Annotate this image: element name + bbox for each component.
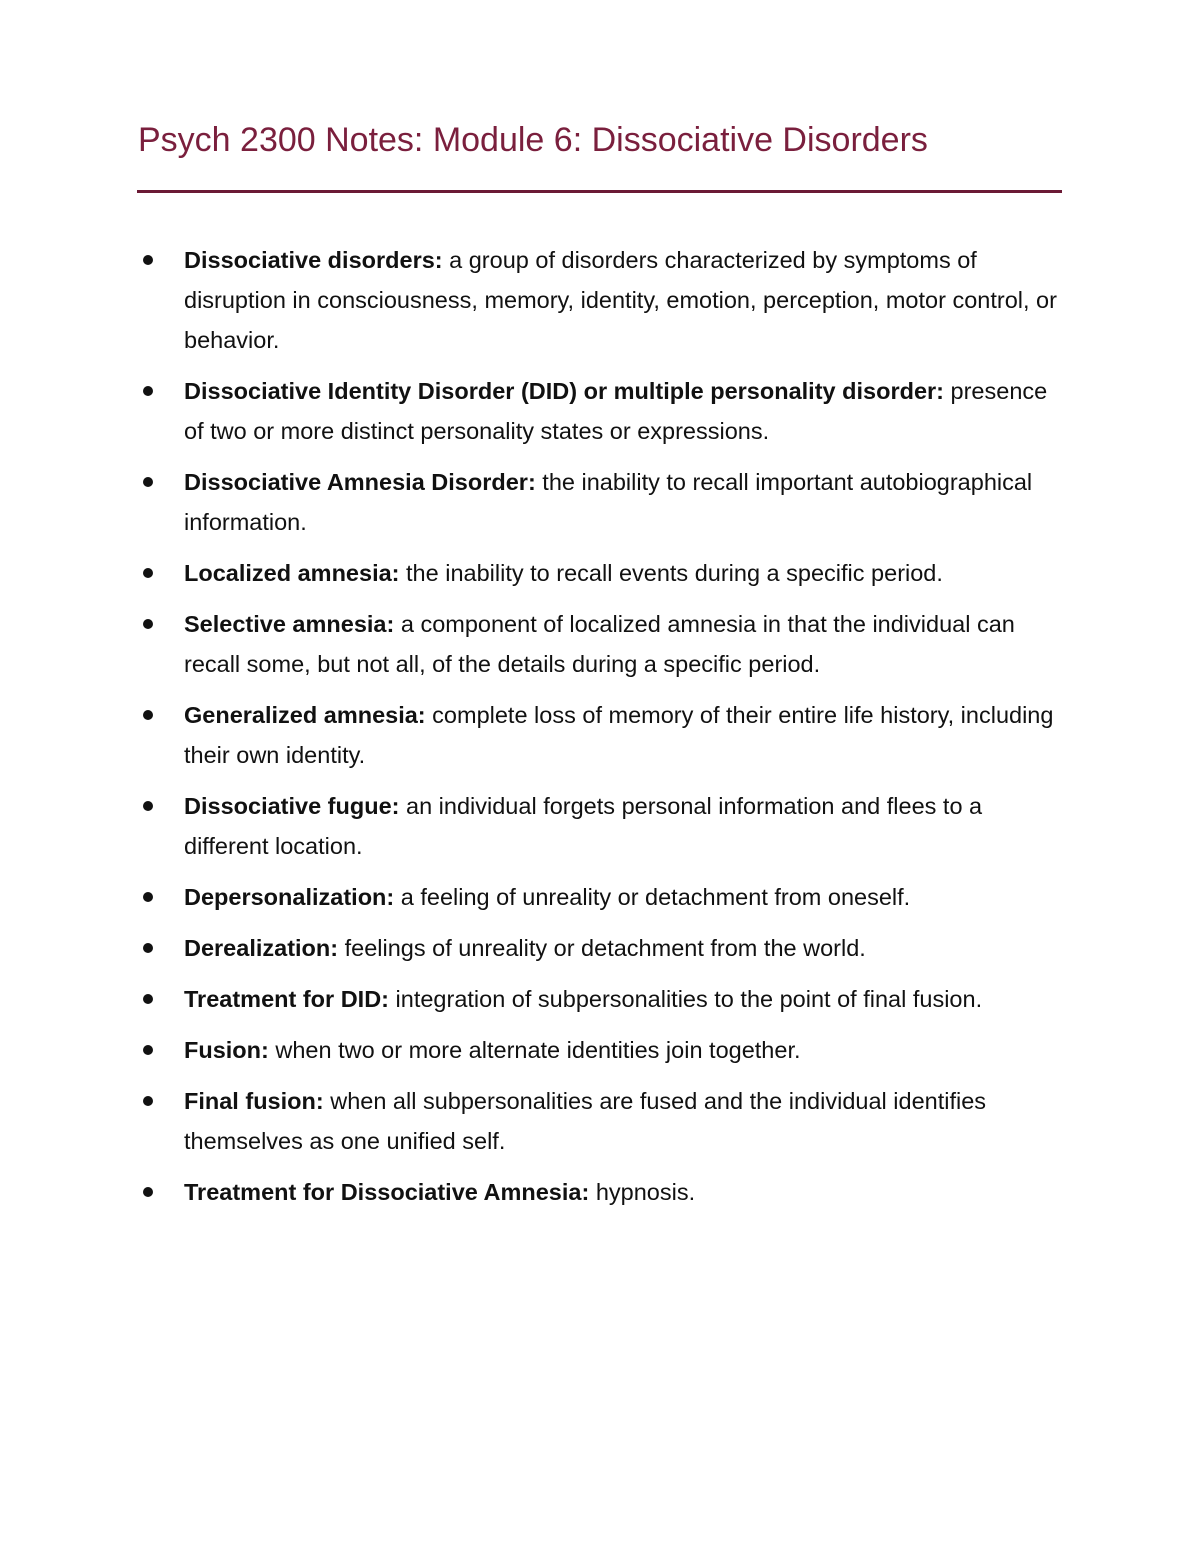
item-term: Fusion: xyxy=(184,1037,269,1063)
item-definition: complete loss of memory of their entire life history, including their own identity. xyxy=(184,702,1054,768)
item-definition: when two or more alternate identities join together. xyxy=(268,1037,801,1063)
title-divider xyxy=(137,190,1062,193)
bullet-icon xyxy=(143,255,153,265)
bullet-icon xyxy=(143,892,153,902)
list-item xyxy=(138,695,1058,775)
bullet-icon xyxy=(143,477,153,487)
notes-list xyxy=(138,240,1058,1223)
item-term: Dissociative Identity Disorder (DID) or multiple personality disorder: xyxy=(184,378,944,404)
item-term: Treatment for DID: xyxy=(184,986,389,1012)
item-definition: an individual forgets personal information and flees to a different location. xyxy=(184,793,983,859)
bullet-icon xyxy=(143,619,153,629)
item-term: Final fusion: xyxy=(184,1088,324,1114)
list-item xyxy=(138,240,1058,360)
item-term: Depersonalization: xyxy=(184,884,395,910)
bullet-icon xyxy=(143,710,153,720)
item-term: Treatment for Dissociative Amnesia: xyxy=(184,1179,590,1205)
item-term: Dissociative disorders: xyxy=(184,247,443,273)
bullet-icon xyxy=(143,994,153,1004)
list-item xyxy=(138,1172,1058,1212)
item-definition: feelings of unreality or detachment from the world. xyxy=(338,935,866,961)
item-term: Localized amnesia: xyxy=(184,560,400,586)
list-item xyxy=(138,553,1058,593)
item-definition: the inability to recall important autobiographical information. xyxy=(184,469,1033,535)
item-definition: a component of localized amnesia in that the individual can recall some, but not all, of the details during a specific period. xyxy=(184,611,1015,677)
bullet-icon xyxy=(143,568,153,578)
list-item xyxy=(138,604,1058,684)
list-item xyxy=(138,371,1058,451)
bullet-icon xyxy=(143,801,153,811)
list-item xyxy=(138,979,1058,1019)
list-item xyxy=(138,877,1058,917)
item-definition: presence of two or more distinct personality states or expressions. xyxy=(184,378,1048,444)
bullet-icon xyxy=(143,1187,153,1197)
list-item xyxy=(138,786,1058,866)
bullet-icon xyxy=(143,943,153,953)
item-term: Dissociative Amnesia Disorder: xyxy=(184,469,536,495)
item-definition: a group of disorders characterized by symptoms of disruption in consciousness, memory, identity, emotion, perception, motor control, or behavior. xyxy=(184,247,1057,353)
item-term: Derealization: xyxy=(184,935,339,961)
item-term: Generalized amnesia: xyxy=(184,702,426,728)
list-item xyxy=(138,1030,1058,1070)
bullet-icon xyxy=(143,386,153,396)
list-item xyxy=(138,1081,1058,1161)
list-item xyxy=(138,462,1058,542)
bullet-icon xyxy=(143,1096,153,1106)
bullet-icon xyxy=(143,1045,153,1055)
item-definition: integration of subpersonalities to the point of final fusion. xyxy=(389,986,983,1012)
item-definition: hypnosis. xyxy=(589,1179,696,1205)
list-item xyxy=(138,928,1058,968)
item-term: Dissociative fugue: xyxy=(184,793,400,819)
item-definition: when all subpersonalities are fused and the individual identifies themselves as one unified self. xyxy=(184,1088,987,1154)
item-definition: a feeling of unreality or detachment from oneself. xyxy=(394,884,911,910)
item-definition: the inability to recall events during a specific period. xyxy=(399,560,943,586)
page-title: Psych 2300 Notes: Module 6: Dissociative Disorders xyxy=(138,121,928,159)
item-term: Selective amnesia: xyxy=(184,611,395,637)
